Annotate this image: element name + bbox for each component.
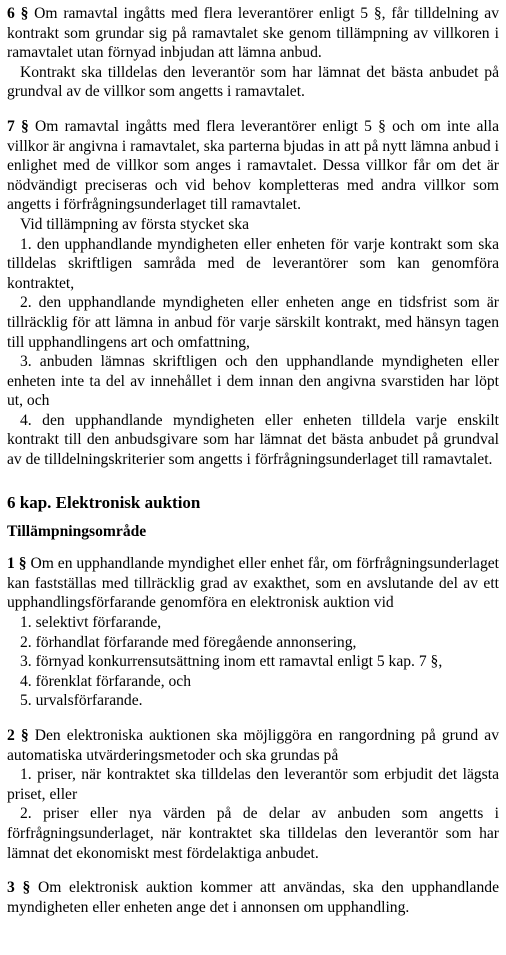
list-item: 2. förhandlat förfarande med föregående annonsering, xyxy=(20,633,357,651)
section-number: 2 § xyxy=(7,727,29,744)
list-item: 4. förenklat förfarande, och xyxy=(20,672,192,690)
subheading: Tillämpningsområde xyxy=(7,522,147,540)
section-number: 6 § xyxy=(7,5,29,22)
list-item: 3. förnyad konkurrensutsättning inom ett ramavtal enligt 5 kap. 7 §, xyxy=(20,653,443,671)
paragraph: 7 § Om ramavtal ingåtts med flera leverantörer enligt 5 § och om inte alla villkor är angivna i ramavtalet, ska parterna bjudas in att på nytt lämna anbud i enlighet med de villkor som anges i ramavtalet. Dessa villkor får om det är nödvändigt preciseras och vid behov kompletteras med andra villkor som angetts i förfrågningsunderlaget till ramavtalet. xyxy=(7,117,500,214)
list-item: 5. urvalsförfarande. xyxy=(20,692,143,710)
paragraph: 2 § Den elektroniska auktionen ska möjliggöra en rangordning på grund av automatiska utvärderingsmetoder och ska grundas på xyxy=(7,727,500,764)
section-number: 7 § xyxy=(7,117,29,135)
section-2 xyxy=(7,726,499,863)
paragraph: Vid tillämpning av första stycket ska xyxy=(20,215,250,233)
list-item: 4. den upphandlande myndigheten eller enheten tilldela varje enskilt kontrakt till den anbudsgivare som har lämnat det bästa anbudet på grundval av de tilldelningskriterier som angetts i förfrågningsunderlaget till ramavtalet. xyxy=(7,411,499,469)
list-item: 1. selektivt förfarande, xyxy=(20,614,162,632)
section-1 xyxy=(7,554,499,711)
chapter-heading: 6 kap. Elektronisk auktion xyxy=(7,492,201,512)
section-7 xyxy=(7,117,499,470)
list-item: 1. den upphandlande myndigheten eller enheten för varje kontrakt som ska tilldelas skriftligen samråda med de leverantörer som kan genomföra kontraktet, xyxy=(7,235,499,292)
paragraph: 1 § Om en upphandlande myndighet eller enhet får, om förfrågningsunderlaget kan fastställas med tillräcklig grad av exakthet, som en avslutande del av ett upphandlingsförfarande genomföra en elektronisk auktion vid xyxy=(7,555,499,612)
list-item: 1. priser, när kontraktet ska tilldelas den leverantör som erbjudit det lägsta priset, eller xyxy=(7,766,499,803)
list-item: 3. anbuden lämnas skriftligen och den upphandlande myndigheten eller enheten inte ta del av innehållet i dem innan den angivna svarstiden har löpt ut, och xyxy=(7,353,499,410)
section-number: 3 § xyxy=(7,879,31,897)
list-item: 2. priser eller nya värden på de delar av anbuden som angetts i förfrågningsunderlaget, när kontraktet ska tilldelas den leverantör som har lämnat det ekonomiskt mest fördelaktiga anbudet. xyxy=(7,805,499,862)
paragraph: 3 § Om elektronisk auktion kommer att användas, ska den upphandlande myndigheten eller enheten ange det i annonsen om upphandling. xyxy=(7,879,499,916)
section-6 xyxy=(7,4,499,102)
paragraph: Kontrakt ska tilldelas den leverantör som har lämnat det bästa anbudet på grundval av de villkor som angetts i ramavtalet. xyxy=(7,63,499,101)
section-number: 1 § xyxy=(7,555,27,573)
paragraph: 6 § Om ramavtal ingåtts med flera leverantörer enligt 5 §, får tilldelning av kontrakt som grundar sig på ramavtalet ske genom tillämpning av villkoren i ramavtalet utan förnyad inbjudan att lämna anbud. xyxy=(7,5,500,62)
section-3 xyxy=(7,878,499,917)
list-item: 2. den upphandlande myndigheten eller enheten ange en tidsfrist som är tillräcklig för att lämna in anbud för varje särskilt kontrakt, med hänsyn tagen till upphandlingens art och omfattning, xyxy=(7,294,499,351)
